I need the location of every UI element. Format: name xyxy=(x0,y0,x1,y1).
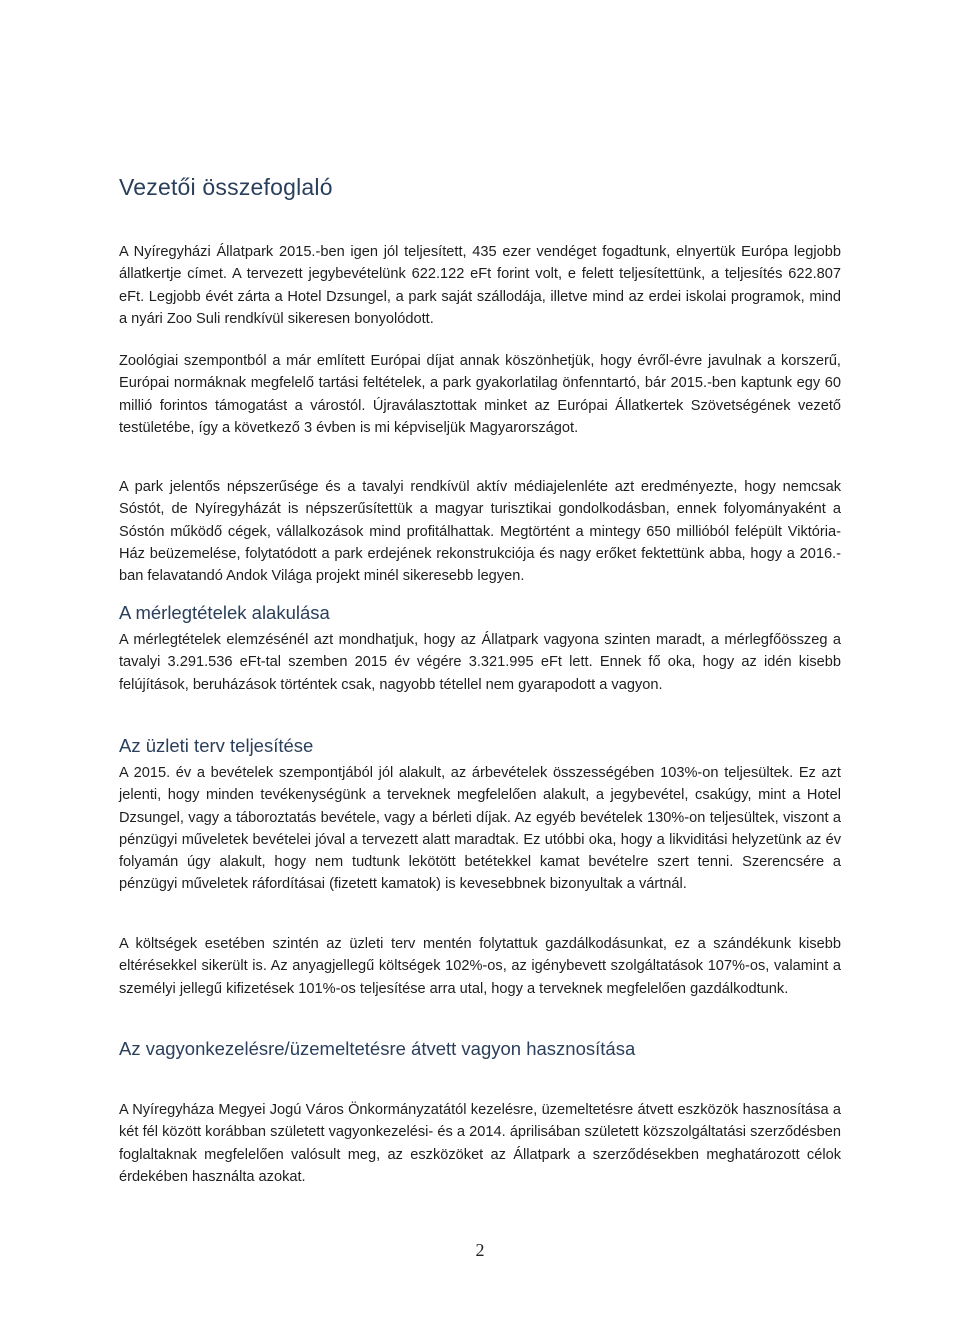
section-heading-balance: A mérlegtételek alakulása xyxy=(119,602,330,623)
document-page xyxy=(119,0,841,1344)
intro-paragraph-3: A park jelentős népszerűsége és a tavalyi rendkívül aktív médiajelenléte azt eredményezte, hogy nemcsak Sóstót, de Nyíregyházát is népszerűsítettük a magyar turisztikai gondolkodásban, ennek folyományaként a Sóstón működő cégek, vállalkozások mind profitálhattak. Megtörtént a mintegy 650 millióból felépült Viktória-Ház beüzemelése, folytatódott a park erdejének rekonstrukciója és nagy erőket fektettünk abba, hogy a 2016.-ban felavatandó Andok Világa projekt minél sikeresebb legyen. xyxy=(119,479,841,585)
section-heading-business-plan: Az üzleti terv teljesítése xyxy=(119,735,314,756)
section-heading-assets: Az vagyonkezelésre/üzemeltetésre átvett vagyon hasznosítása xyxy=(119,1038,636,1059)
page-number: 2 xyxy=(475,1240,485,1260)
intro-paragraph-1: A Nyíregyházi Állatpark 2015.-ben igen jól teljesített, 435 ezer vendéget fogadtunk, elnyertük Európa legjobb állatkertje címet. A tervezett jegybevételünk 622.122 eFt forint volt, e felett teljesítettünk, a teljesítés 622.807 eFt. Legjobb évét zárta a Hotel Dzsungel, a park saját szállodája, illetve mind az erdei iskolai programok, mind a nyári Zoo Suli rendkívül sikeresen bonyolódott. xyxy=(119,244,841,327)
balance-paragraph: A mérlegtételek elemzésénél azt mondhatjuk, hogy az Állatpark vagyona szinten maradt, a mérlegfőösszeg a tavalyi 3.291.536 eFt-tal szemben 2015 év végére 3.321.995 eFt lett. Ennek fő oka, hogy az idén kisebb felújítások, beruházások történtek csak, nagyobb tétellel nem gyarapodott a vagyon. xyxy=(119,632,841,693)
business-plan-paragraph-1: A 2015. év a bevételek szempontjából jól alakult, az árbevételek összességében 103%-on teljesültek. Ez azt jelenti, hogy minden tevékenységünk a terveknek megfelelően alakult, a jegybevétel, csakúgy, mint a Hotel Dzsungel, vagy a táboroztatás bevétele, vagy a bérleti díjak. Az egyéb bevételek 130%-on teljesültek, viszont a pénzügyi műveletek bevételei jóval a tervezett alatt maradtak. Ez utóbbi oka, hogy a likviditási helyzetünk az év folyamán úgy alakult, hogy nem tudtunk lekötött betétekkel kamat bevételre szert tenni. Szerencsére a pénzügyi műveletek ráfordításai (fizetett kamatok) is kevesebbnek bizonyultak a vártnál. xyxy=(119,765,841,893)
business-plan-paragraph-2: A költségek esetében szintén az üzleti terv mentén folytattuk gazdálkodásunkat, ez a szándékunk kisebb eltérésekkel sikerült is. Az anyagjellegű költségek 102%-os, az igénybevett szolgáltatások 107%-os, valamint a személyi jellegű kifizetések 101%-os teljesítése arra utal, hogy a terveknek megfelelően gazdálkodtunk. xyxy=(119,936,841,997)
assets-paragraph: A Nyíregyháza Megyei Jogú Város Önkormányzatától kezelésre, üzemeltetésre átvett eszközök hasznosítása a két fél között korábban született vagyonkezelési- és a 2014. áprilisában született közszolgáltatási szerződésben foglaltaknak megfelelően valósult meg, az eszközöket az Állatpark a szerződésekben meghatározott célok érdekében használta azokat. xyxy=(119,1102,841,1185)
intro-paragraph-2: Zoológiai szempontból a már említett Európai díjat annak köszönhetjük, hogy évről-évre javulnak a korszerű, Európai normáknak megfelelő tartási feltételek, a park gyakorlatilag önfenntartó, bár 2015.-ben kaptunk egy 60 millió forintos támogatást a várostól. Újraválasztottak minket az Európai Állatkertek Szövetségének vezető testületébe, így a következő 3 évben is mi képviseljük Magyarországot. xyxy=(119,353,841,436)
page-title: Vezetői összefoglaló xyxy=(119,174,333,200)
